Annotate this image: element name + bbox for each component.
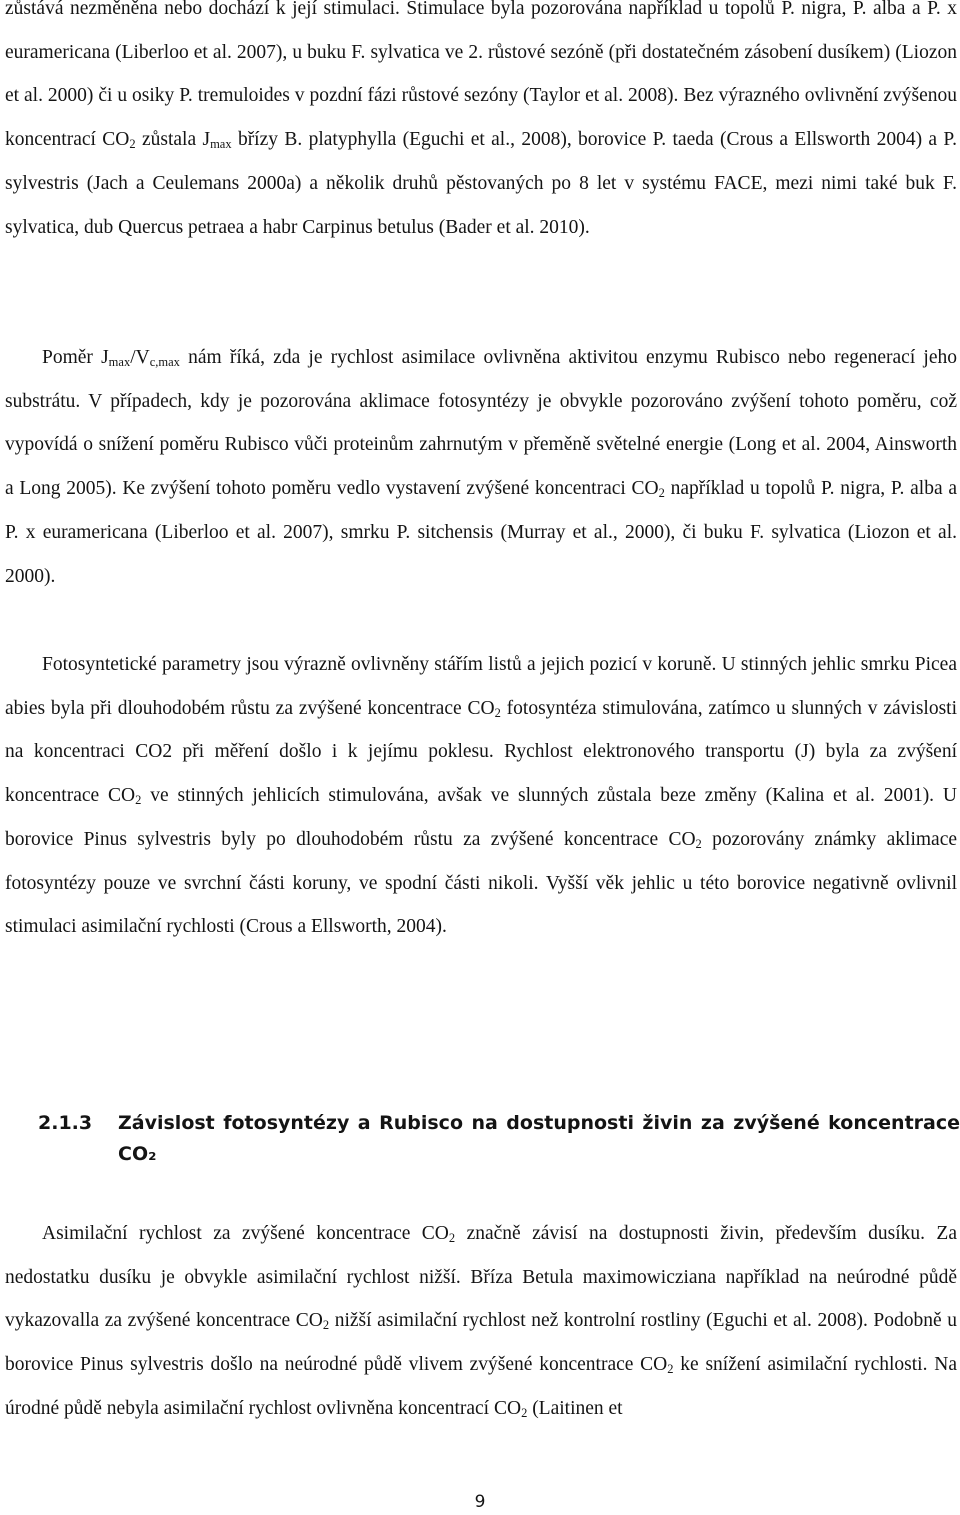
page-number: 9 [474,1492,486,1512]
section-title: Závislost fotosyntézy a Rubisco na dostupnosti živin za zvýšené koncentrace CO₂ [118,1112,960,1165]
paragraph-nutrient-availability: Asimilační rychlost za zvýšené koncentrace $CO_2$ značně závisí na dostupnosti živin, především dusíku. Za nedostatku dusíku je obvykle asimilační rychlost nižší. Bříza Betula maximowicziana například na neúrodné půdě vykazovalla za zvýšené koncentrace $CO_2$ nižší asimilační rychlost než kontrolní rostliny (Eguchi et al. 2008). Podobně u borovice Pinus sylvestris došlo na neúrodné půdě vlivem zvýšené koncentrace $CO_2$ ke snížení asimilační rychlosti. Na úrodné půdě nebyla asimilační rychlost ovlivněna koncentrací $CO_2$ (Laitinen et [5,1223,957,1420]
section-heading [38,1108,960,1170]
paragraph-leaf-age-position: Fotosyntetické parametry jsou výrazně ovlivněny stářím listů a jejich pozicí v koruně. U stinných jehlic smrku Picea abies byla při dlouhodobém růstu za zvýšené koncentrace $CO_2$ fotosyntéza stimulována, zatímco u slunných v závislosti na koncentraci CO2 při měření došlo i k jejímu poklesu. Rychlost elektronového transportu (J) byla za zvýšení koncentrace $CO_2$ ve stinných jehlicích stimulována, avšak ve slunných zůstala beze změny (Kalina et al. 2001). U borovice Pinus sylvestris byly po dlouhodobém růstu za zvýšené koncentrace $CO_2$ pozorovány známky aklimace fotosyntézy pouze ve svrchní části koruny, ve spodní části nikoli. Vyšší věk jehlic u této borovice negativně ovlivnil stimulaci asimilační rychlosti (Crous a Ellsworth, 2004). [5,654,958,938]
paragraph-jmax-vcmax-ratio: Poměr $J_{max}/V_{c,max}$ nám říká, zda je rychlost asimilace ovlivněna aktivitou enzymu Rubisco nebo regenerací jeho substrátu. V případech, kdy je pozorována aklimace fotosyntézy je obvykle pozorováno zvýšení tohoto poměru, což vypovídá o snížení poměru Rubisco vůči proteinům zahrnutým v přeměně světelné energie (Long et al. 2004, Ainsworth a Long 2005). Ke zvýšení tohoto poměru vedlo vystavení zvýšené koncentraci $CO_2$ například u topolů P. nigra, P. alba a P. x euramericana (Liberloo et al. 2007), smrku P. sitchensis (Murray et al., 2000), či buku F. sylvatica (Liozon et al. 2000). [5,347,958,587]
paragraph-stimulation: zůstává nezměněna nebo dochází k její stimulaci. Stimulace byla pozorována například u topolů P. nigra, P. alba a P. x euramericana (Liberloo et al. 2007), u buku F. sylvatica ve 2. růstové sezóně (při dostatečném zásobení dusíkem) (Liozon et al. 2000) či u osiky P. tremuloides v pozdní fázi růstové sezóny (Taylor et al. 2008). Bez výrazného ovlivnění zvýšenou koncentrací $CO_2$ zůstala $J_{max}$ břízy B. platyphylla (Eguchi et al., 2008), borovice P. taeda (Crous a Ellsworth 2004) a P. sylvestris (Jach a Ceulemans 2000a) a několik druhů pěstovaných po 8 let v systému FACE, mezi nimi také buk F. sylvatica, dub Quercus petraea a habr Carpinus betulus (Bader et al. 2010). [5,0,957,238]
section-number: 2.1.3 [38,1112,93,1134]
